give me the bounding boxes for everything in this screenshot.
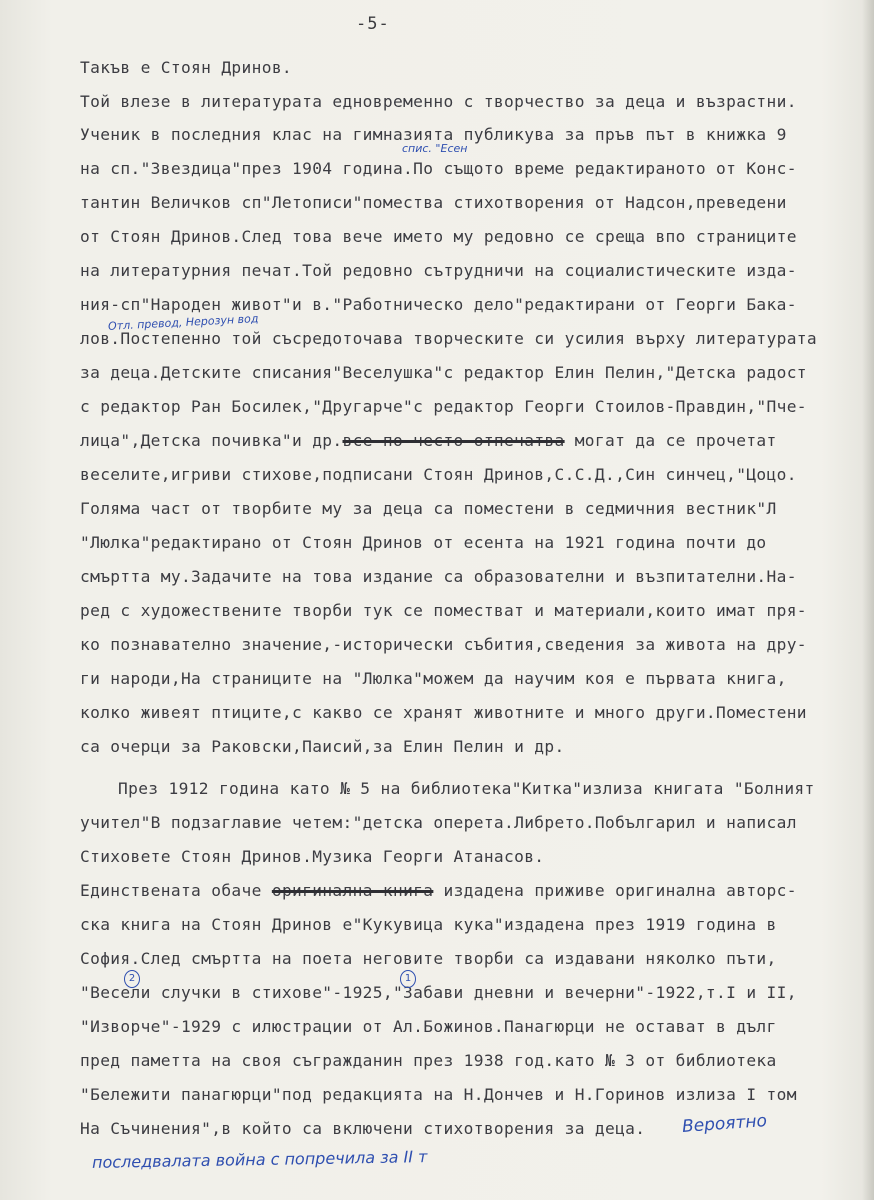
text-line: Ученик в последния клас на гимназията публикува за пръв път в книжка 9 (80, 125, 787, 144)
paper-edge-shadow (862, 0, 874, 1200)
text-line: През 1912 година като № 5 на библиотека"Китка"излиза книгата "Болният (118, 779, 815, 798)
text-line: "Весели случки в стихове"-1925,"Забави дневни и вечерни"-1922,т.I и II, (80, 983, 797, 1002)
text-line: тантин Величков сп"Летописи"помества стихотворения от Надсон,преведени (80, 193, 787, 212)
text-line-with-strike (80, 881, 797, 900)
text-segment: могат да се прочетат (564, 431, 777, 450)
text-line: Той влезе в литературата едновременно с творчество за деца и възрастни. (80, 92, 797, 111)
struck-text: все по-често отпечатва (342, 431, 565, 450)
text-line: колко живеят птиците,с какво се хранят животните и много други.Поместени (80, 703, 807, 722)
text-line: на сп."Звездица"през 1904 година.По същото време редактираното от Конс- (80, 159, 797, 178)
text-line: от Стоян Дринов.След това вече името му редовно се среща впо страниците (80, 227, 797, 246)
text-line: учител"В подзаглавие четем:"детска оперета.Либрето.Побългарил и написал (80, 813, 797, 832)
text-line: ска книга на Стоян Дринов е"Кукувица кука"издадена през 1919 година в (80, 915, 777, 934)
text-space (262, 881, 272, 900)
struck-text: оригинална книга (271, 881, 434, 900)
text-line: пред паметта на своя съгражданин през 1938 год.като № 3 от библиотека (80, 1051, 777, 1070)
text-line: На Съчинения",в който са включени стихотворения за деца. (80, 1119, 646, 1138)
handwritten-margin-note: Отл. превод, Нерозун вод (107, 312, 259, 333)
text-line: ко познавателно значение,-исторически събития,сведения за живота на дру- (80, 635, 807, 654)
handwritten-note-right: Вероятно (681, 1111, 768, 1137)
text-line: лов.Постепенно той съсредоточава творческите си усилия върху литературата (80, 329, 817, 348)
text-line-with-strike (80, 431, 777, 450)
page-number: -5- (356, 14, 390, 34)
text-line: "Бележити панагюрци"под редакцията на Н.Дончев и Н.Горинов излиза I том (80, 1085, 797, 1104)
handwritten-bottom-note: последвалата война с попречила за II т (91, 1147, 428, 1172)
handwritten-note-above: спис. "Есен (402, 142, 468, 155)
text-line: ния-сп"Народен живот"и в."Работническо дело"редактирани от Георги Бака- (80, 295, 797, 314)
text-line: за деца.Детските списания"Веселушка"с редактор Елин Пелин,"Детска радост (80, 363, 807, 382)
text-line: с редактор Ран Босилек,"Другарче"с редактор Георги Стоилов-Правдин,"Пче- (80, 397, 807, 416)
text-line: ред с художествените творби тук се поместват и материали,които имат пря- (80, 601, 807, 620)
text-line: ги народи,На страниците на "Люлка"можем да научим коя е първата книга, (80, 669, 787, 688)
text-line: Голяма част от творбите му за деца са поместени в седмичния вестник"Л (80, 499, 777, 518)
text-line: смъртта му.Задачите на това издание са образователни и възпитателни.На- (80, 567, 797, 586)
circled-mark: 1 (400, 970, 416, 988)
text-segment: Единствената обаче (80, 881, 262, 900)
text-line: "Изворче"-1929 с илюстрации от Ал.Божинов.Панагюрци не остават в дълг (80, 1017, 777, 1036)
text-line: са очерци за Раковски,Паисий,за Елин Пелин и др. (80, 737, 565, 756)
text-segment: издадена приживе оригинална авторс- (433, 881, 797, 900)
text-line: София.След смъртта на поета неговите творби са издавани няколко пъти, (80, 949, 777, 968)
text-line: "Люлка"редактирано от Стоян Дринов от есента на 1921 година почти до (80, 533, 767, 552)
text-line: Стиховете Стоян Дринов.Музика Георги Атанасов. (80, 847, 545, 866)
text-segment: лица",Детска почивка"и др. (80, 431, 343, 450)
text-line: на литературния печат.Той редовно сътрудничи на социалистическите изда- (80, 261, 797, 280)
text-line: веселите,игриви стихове,подписани Стоян Дринов,С.С.Д.,Син синчец,"Цоцо. (80, 465, 797, 484)
circled-mark: 2 (124, 970, 140, 988)
text-line: Такъв е Стоян Дринов. (80, 58, 293, 77)
